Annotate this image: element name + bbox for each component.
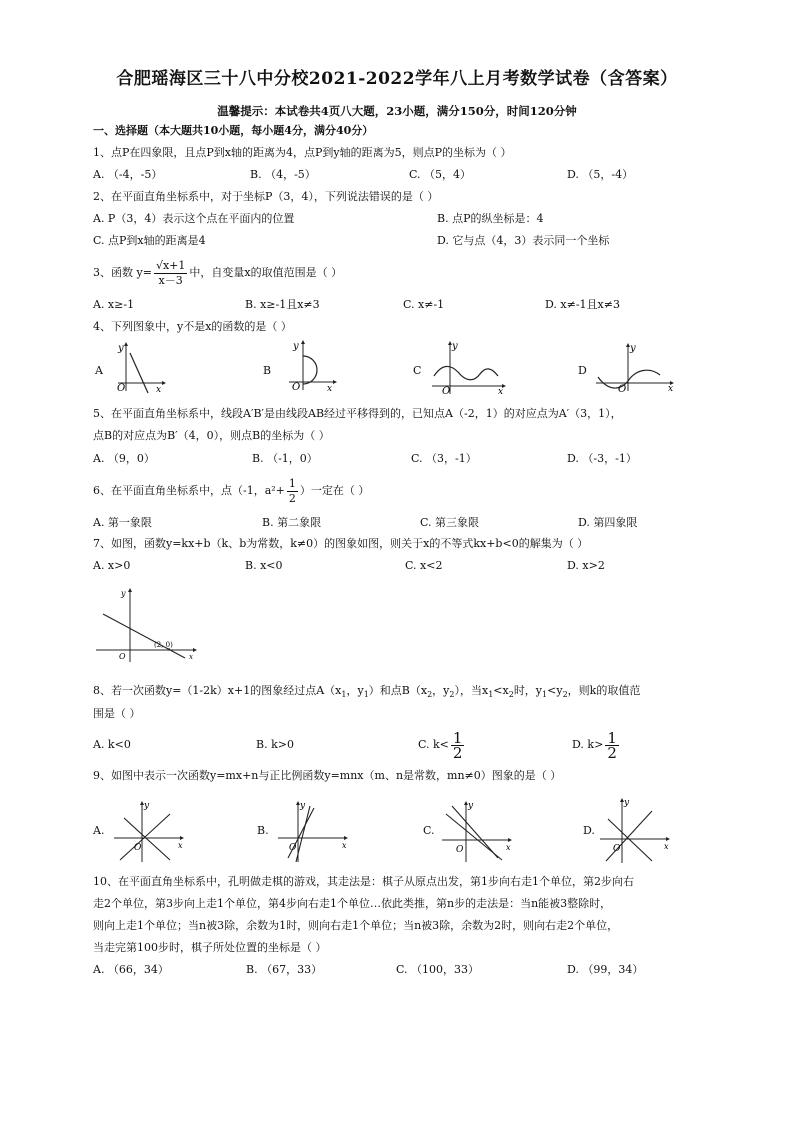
q7-point-label: (2, 0)	[154, 641, 173, 649]
q10-stem-line3: 则向上走1个单位；当n被3除，余数为1时，则向右走1个单位；当n被3除，余数为2时，则向右走2个单位，	[93, 919, 619, 932]
q5-option-b[interactable]: B. （-1，0）	[252, 452, 318, 465]
q4d-axis-y-label: y	[630, 343, 636, 354]
q9a-axis-x-label: x	[178, 841, 183, 850]
q6-option-a[interactable]: A. 第一象限	[93, 516, 152, 529]
q9d-axis-y-label: y	[624, 798, 630, 808]
q4a-origin-label: O	[117, 383, 126, 394]
q9d-axis-x-label: x	[664, 842, 669, 851]
q4c-axis-y-label: y	[452, 341, 458, 352]
q4-graph-d	[594, 343, 679, 393]
q3-option-d[interactable]: D. x≠-1且x≠3	[545, 298, 620, 311]
exam-tip: 温馨提示：本试卷共4页八大题，23小题，满分150分，时间120分钟	[217, 104, 577, 118]
q10-stem-line4: 当走完第100步时，棋子所处位置的坐标是（ ）	[93, 941, 327, 954]
q2-stem: 2、在平面直角坐标系中，对于坐标P（3，4），下列说法错误的是（ ）	[93, 190, 439, 203]
q7-graph	[93, 586, 203, 666]
q7-stem: 7、如图，函数y=kx+b（k、b为常数，k≠0）的图象如图，则关于x的不等式kx+b<0的解集为（ ）	[93, 537, 589, 550]
q9-option-d[interactable]: D.	[583, 824, 595, 837]
q7-option-b[interactable]: B. x<0	[245, 559, 283, 572]
q9-graph-c	[440, 800, 515, 865]
q10-stem-line2: 走2个单位，第3步向上走1个单位，第4步向右走1个单位…依此类推，第n步的走法是：当n能被3整除时，	[93, 897, 612, 910]
q1-option-c[interactable]: C. （5，4）	[409, 168, 472, 181]
section-heading: 一、选择题（本大题共10小题，每小题4分，满分40分）	[93, 124, 374, 137]
q1-stem: 1、点P在四象限，且点P到x轴的距离为4，点P到y轴的距离为5，则点P的坐标为（ ）	[93, 146, 512, 159]
q7-option-d[interactable]: D. x>2	[567, 559, 605, 572]
q4c-origin-label: O	[442, 386, 451, 397]
q4-graph-a	[112, 343, 167, 393]
q5-stem-line1: 5、在平面直角坐标系中，线段A′B′是由线段AB经过平移得到的，已知点A（-2，1）的对应点为A′（3，1），	[93, 407, 622, 420]
q4-option-a[interactable]: A	[95, 364, 103, 377]
q10-stem-line1: 10、在平面直角坐标系中，孔明做走棋的游戏，其走法是：棋子从原点出发，第1步向右走1个单位，第2步向右	[93, 875, 634, 888]
q3-option-a[interactable]: A. x≥-1	[93, 298, 135, 311]
q4d-axis-x-label: x	[668, 384, 674, 394]
q3-option-b[interactable]: B. x≥-1且x≠3	[245, 298, 320, 311]
q8-stem-line2: 围是（ ）	[93, 707, 141, 720]
q10-option-b[interactable]: B. （67，33）	[246, 963, 323, 976]
q9-option-c[interactable]: C.	[423, 824, 435, 837]
q9c-origin-label: O	[456, 845, 464, 855]
q1-option-a[interactable]: A. （-4，-5）	[93, 168, 163, 181]
q2-option-b[interactable]: B. 点P的纵坐标是：4	[437, 212, 544, 225]
q7-option-c[interactable]: C. x<2	[405, 559, 443, 572]
q9b-origin-label: O	[289, 843, 297, 853]
q2-option-d[interactable]: D. 它与点（4，3）表示同一个坐标	[437, 234, 610, 247]
q9-option-b[interactable]: B.	[257, 824, 269, 837]
q3-stem: 3、函数 y= $\frac{√x+1}{x-3}$ 中，自变量x的取值范围是（ ）	[93, 258, 343, 287]
q3-fraction: $\frac{√x+1}{x-3}$	[155, 258, 186, 287]
q1-option-d[interactable]: D. （5，-4）	[567, 168, 634, 181]
q8-option-a[interactable]: A. k<0	[93, 738, 131, 751]
q7-axis-x-label: x	[189, 653, 193, 661]
q8-option-d[interactable]: D. k> $\frac{1}{2}$	[572, 728, 617, 762]
q9a-origin-label: O	[134, 843, 142, 853]
q4-option-d[interactable]: D	[578, 364, 587, 377]
q9b-axis-y-label: y	[300, 801, 306, 811]
q4-option-b[interactable]: B	[263, 364, 272, 377]
q6-stem: 6、在平面直角坐标系中，点（-1，a²+ $\frac{1}{2}$ ）一定在（ ）	[93, 476, 370, 505]
q4d-origin-label: O	[618, 384, 627, 395]
q7-origin-label: O	[119, 652, 126, 661]
q4a-axis-y-label: y	[118, 343, 124, 354]
q8-stem-line1: 8、若一次函数y=（1-2k）x+1的图象经过点$A(x_1$，$y_1$）和点$B(x_2$，$y_2$），当$x_1<x_2$时，$y_1<y_2$，则k的取值范	[93, 684, 641, 700]
q9c-axis-x-label: x	[506, 843, 511, 852]
q9-graph-b	[276, 800, 351, 865]
q9d-origin-label: O	[613, 844, 621, 854]
q9b-axis-x-label: x	[342, 841, 347, 850]
q4b-axis-y-label: y	[293, 341, 299, 352]
q8-option-b[interactable]: B. k>0	[256, 738, 294, 751]
q7-option-a[interactable]: A. x>0	[93, 559, 131, 572]
q3-option-c[interactable]: C. x≠-1	[403, 298, 445, 311]
q7-axis-y-label: y	[121, 589, 126, 598]
q5-stem-line2: 点B的对应点为B′（4，0），则点B的坐标为（ ）	[93, 429, 330, 442]
q6-option-c[interactable]: C. 第三象限	[420, 516, 480, 529]
q4-stem: 4、下列图象中，y不是x的函数的是（ ）	[93, 320, 292, 333]
q9-option-a[interactable]: A.	[93, 824, 105, 837]
q5-option-a[interactable]: A. （9，0）	[93, 452, 155, 465]
q9-graph-a	[112, 800, 187, 865]
q10-option-a[interactable]: A. （66，34）	[93, 963, 169, 976]
q9-stem: 9、如图中表示一次函数y=mx+n与正比例函数y=mnx（m、n是常数，mn≠0）图象的是（ ）	[93, 769, 562, 782]
q2-option-c[interactable]: C. 点P到x轴的距离是4	[93, 234, 206, 247]
page-title: 合肥瑶海区三十八中分校2021-2022学年八上月考数学试卷（含答案）	[116, 69, 678, 89]
q8-option-c[interactable]: C. k< $\frac{1}{2}$	[418, 728, 463, 762]
q4c-axis-x-label: x	[498, 387, 504, 397]
q4-graph-b	[283, 340, 338, 392]
q2-option-a[interactable]: A. P（3，4）表示这个点在平面内的位置	[93, 212, 295, 225]
q4a-axis-x-label: x	[156, 385, 162, 395]
q9c-axis-y-label: y	[468, 801, 474, 811]
q9-graph-d	[598, 797, 673, 865]
q4b-origin-label: O	[292, 382, 301, 393]
q1-option-b[interactable]: B. （4，-5）	[250, 168, 316, 181]
q6-option-d[interactable]: D. 第四象限	[578, 516, 638, 529]
q6-fraction: $\frac{1}{2}$	[288, 476, 296, 505]
q5-option-d[interactable]: D. （-3，-1）	[567, 452, 637, 465]
q10-option-c[interactable]: C. （100，33）	[396, 963, 480, 976]
q10-option-d[interactable]: D. （99，34）	[567, 963, 644, 976]
q6-option-b[interactable]: B. 第二象限	[262, 516, 322, 529]
q4b-axis-x-label: x	[327, 384, 333, 394]
q5-option-c[interactable]: C. （3，-1）	[411, 452, 477, 465]
q9a-axis-y-label: y	[144, 801, 150, 811]
q4-option-c[interactable]: C	[413, 364, 422, 377]
q4-graph-c	[430, 340, 510, 395]
